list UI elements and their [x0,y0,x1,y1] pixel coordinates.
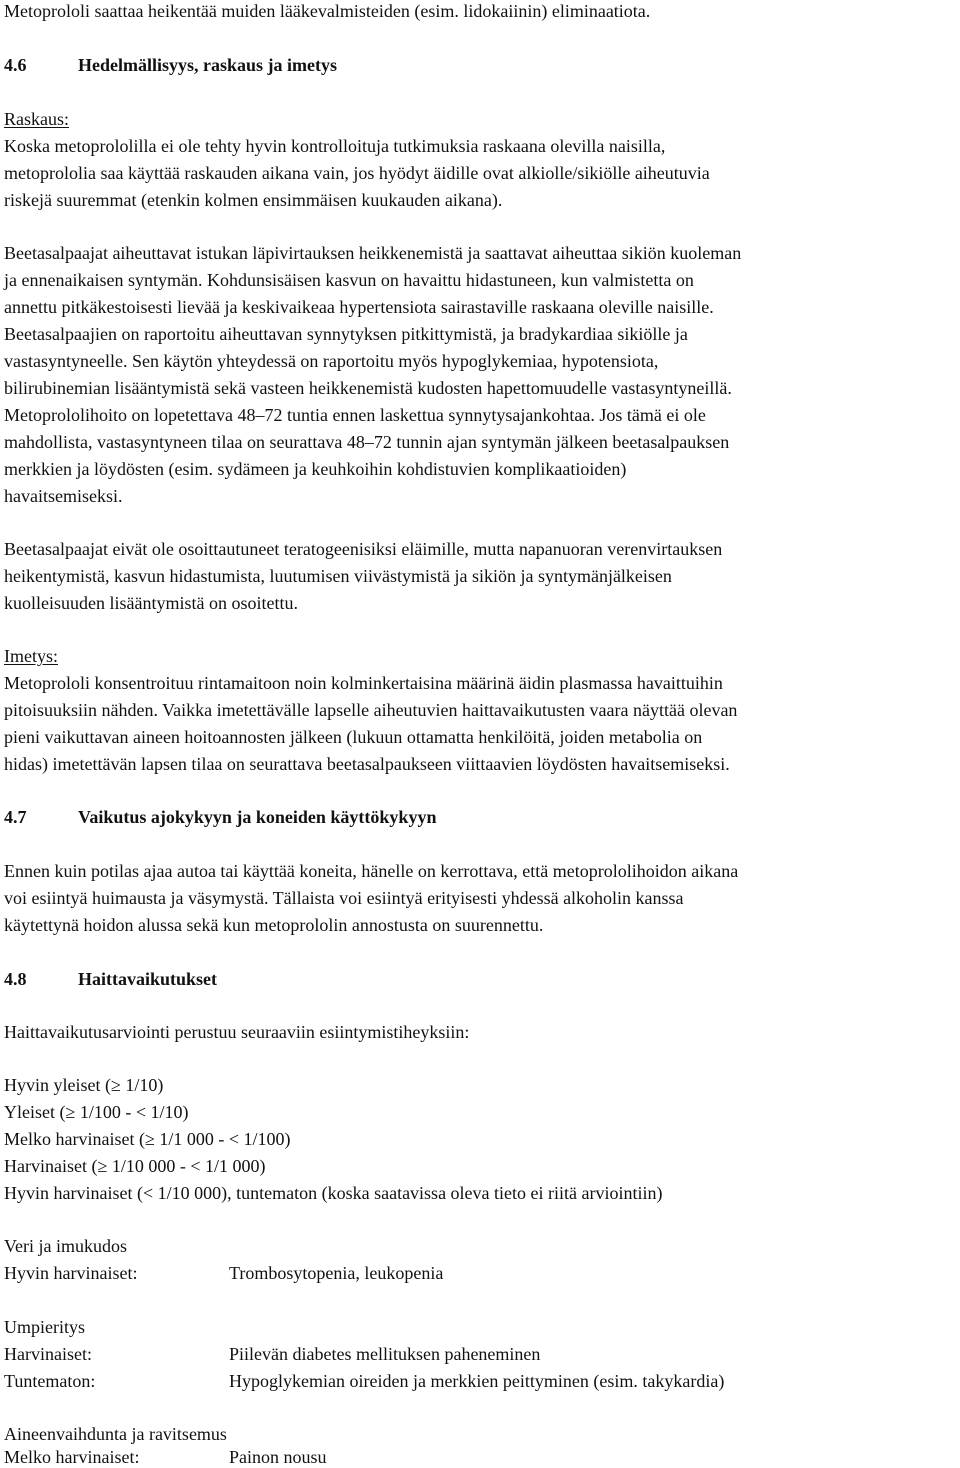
adverse-effect-value: Trombosytopenia, leukopenia [229,1263,444,1283]
paragraph-line: voi esiintyä huimausta ja väsymystä. Tällaista voi esiintyä erityisesti yhdessä alkoholin kanssa [4,888,684,908]
frequency-item: Melko harvinaiset (≥ 1/1 000 - < 1/100) [4,1129,291,1149]
section-heading-4-8 [4,968,217,990]
paragraph-line: Beetasalpaajien on raportoitu aiheuttavan synnytyksen pitkittymistä, ja bradykardiaa sikiölle ja [4,324,688,344]
paragraph-line: riskejä suuremmat (etenkin kolmen ensimmäisen kuukauden aikana). [4,190,503,210]
section-title: Haittavaikutukset [78,969,218,989]
paragraph-line: Beetasalpaajat aiheuttavat istukan läpivirtauksen heikkenemistä ja saattavat aiheuttaa sikiön kuoleman [4,243,742,263]
adverse-effect-row [4,1343,540,1365]
paragraph-line: merkkien ja löydösten (esim. sydämeen ja keuhkoihin kohdistuvien komplikaatioiden) [4,459,627,479]
intro-paragraph: Metoprololi saattaa heikentää muiden lääkevalmisteiden (esim. lidokaiinin) eliminaatiota. [4,1,651,21]
paragraph-line: hidas) imetettävän lapsen tilaa on seurattava beetasalpaukseen viittaavien löydösten havaitsemiseksi. [4,754,730,774]
frequency-intro: Haittavaikutusarviointi perustuu seuraaviin esiintymistiheyksiin: [4,1022,470,1042]
organ-class-title: Umpieritys [4,1317,85,1337]
paragraph-line: metoprololia saa käyttää raskauden aikana vain, jos hyödyt äidille ovat alkiolle/sikiölle aiheutuvia [4,163,710,183]
paragraph-line: ja ennenaikaisen syntymän. Kohdunsisäisen kasvun on havaittu hidastuneen, kun valmistetta on [4,270,694,290]
organ-class-title: Aineenvaihdunta ja ravitsemus [4,1424,227,1444]
paragraph-line: annettu pitkäkestoisesti lievää ja keskivaikeaa hypertensiota sairastaville raskaana oleville naisille. [4,297,714,317]
paragraph-line: heikentymistä, kasvun hidastumista, luutumisen viivästymistä ja sikiön ja syntymänjälkeisen [4,566,672,586]
section-title: Hedelmällisyys, raskaus ja imetys [78,55,337,75]
section-title: Vaikutus ajokykyyn ja koneiden käyttökykyyn [78,807,437,827]
paragraph-line: havaitsemiseksi. [4,486,123,506]
section-number: 4.8 [4,969,27,989]
frequency-label: Harvinaiset: [4,1344,92,1364]
paragraph-line: Ennen kuin potilas ajaa autoa tai käyttää koneita, hänelle on kerrottava, että metoprololihoidon aikana [4,861,739,881]
paragraph-line: kuolleisuuden lisääntymistä on osoitettu. [4,593,298,613]
adverse-effect-row [4,1262,443,1284]
frequency-item: Yleiset (≥ 1/100 - < 1/10) [4,1102,189,1122]
imetys-label: Imetys: [4,646,58,666]
paragraph-line: Metoprololi konsentroituu rintamaitoon noin kolminkertaisina määrinä äidin plasmassa havaittuihin [4,673,723,693]
section-number: 4.6 [4,55,27,75]
organ-class-title: Veri ja imukudos [4,1236,127,1256]
raskaus-label: Raskaus: [4,109,69,129]
adverse-effect-row [4,1446,327,1468]
paragraph-line: pitoisuuksiin nähden. Vaikka imetettävälle lapselle aiheutuvien haittavaikutusten vaara näyttää olevan [4,700,738,720]
frequency-item: Hyvin harvinaiset (< 1/10 000), tuntematon (koska saatavissa oleva tieto ei riitä arviointiin) [4,1183,663,1203]
paragraph-line: Metoprololihoito on lopetettava 48–72 tuntia ennen laskettua synnytysajankohtaa. Jos tämä ei ole [4,405,706,425]
frequency-label: Tuntematon: [4,1371,96,1391]
frequency-label: Melko harvinaiset: [4,1447,140,1467]
adverse-effect-row [4,1370,724,1392]
paragraph-line: Beetasalpaajat eivät ole osoittautuneet teratogeenisiksi eläimille, mutta napanuoran verenvirtauksen [4,539,723,559]
frequency-item: Hyvin yleiset (≥ 1/10) [4,1075,164,1095]
section-number: 4.7 [4,807,27,827]
frequency-item: Harvinaiset (≥ 1/10 000 - < 1/1 000) [4,1156,266,1176]
adverse-effect-value: Hypoglykemian oireiden ja merkkien peittyminen (esim. takykardia) [229,1371,725,1391]
section-heading-4-7 [4,806,436,828]
paragraph-line: vastasyntyneelle. Sen käytön yhteydessä on raportoitu myös hypoglykemiaa, hypotensiota, [4,351,659,371]
adverse-effect-value: Piilevän diabetes mellituksen paheneminen [229,1344,541,1364]
adverse-effect-value: Painon nousu [229,1447,327,1467]
paragraph-line: Koska metoprololilla ei ole tehty hyvin kontrolloituja tutkimuksia raskaana olevilla naisilla, [4,136,666,156]
paragraph-line: bilirubinemian lisääntymistä sekä vasteen heikkenemistä kudosten hapettomuudelle vastasyntyneillä. [4,378,732,398]
frequency-label: Hyvin harvinaiset: [4,1263,138,1283]
section-heading-4-6 [4,54,337,76]
paragraph-line: mahdollista, vastasyntyneen tilaa on seurattava 48–72 tunnin ajan syntymän jälkeen beetasalpauksen [4,432,730,452]
paragraph-line: käytettynä hoidon alussa sekä kun metoprololin annostusta on suurennettu. [4,915,544,935]
paragraph-line: pieni vaikuttavan aineen hoitoannosten jälkeen (lukuun ottamatta henkilöitä, joiden metabolia on [4,727,703,747]
